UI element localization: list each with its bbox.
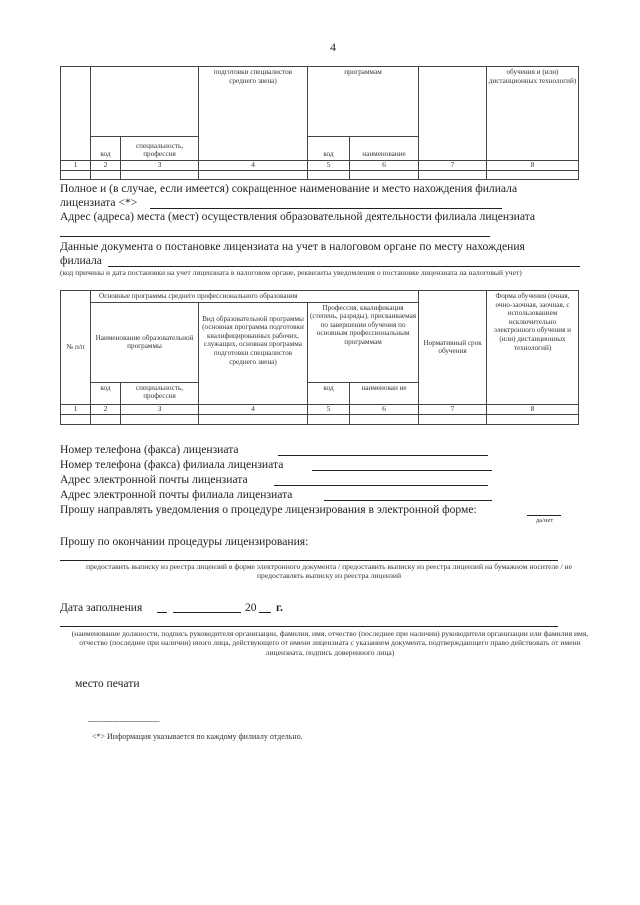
col-number: 7 xyxy=(419,404,487,414)
table-cell[interactable] xyxy=(121,171,199,180)
col-number: 5 xyxy=(308,404,350,414)
naim-header: наименован ие xyxy=(350,382,419,404)
signature-hint: (наименование должности, подпись руководителя организации, фамилия, имя, отчество (последнее при наличии) руководителя организации или фамилия имя, отчество (последнее при наличии) иного лица, действующего от имени лицензиата с указанием документа, подтверждающего право действовать от имени лицензиата, подпись доверенного лица) xyxy=(71,629,589,657)
col-number: 5 xyxy=(308,161,350,171)
cell-empty xyxy=(61,67,91,161)
table-cell[interactable] xyxy=(487,414,579,424)
date-year-field[interactable] xyxy=(259,612,271,613)
col3-header: подготовки специалистов среднего звена) xyxy=(199,67,308,161)
spec-header: специальность, профессия xyxy=(121,382,199,404)
phone-field[interactable] xyxy=(278,455,488,456)
table-cell[interactable] xyxy=(350,171,419,180)
table-cell[interactable] xyxy=(91,171,121,180)
kod2-header: код xyxy=(308,382,350,404)
branch-address-field[interactable] xyxy=(60,236,490,237)
cell-empty xyxy=(91,67,199,137)
branch-name-field[interactable] xyxy=(150,208,502,209)
col56-header: программам xyxy=(308,67,419,137)
col-number: 8 xyxy=(487,161,579,171)
programs-table-top xyxy=(60,66,579,180)
no-header: № п/п xyxy=(61,291,91,405)
kind-header: Вид образовательной программы (основная программа подготовки квалифицированных рабочих, служащих, основная программа подготовки специалистов среднего звена) xyxy=(199,302,308,404)
date-month-field[interactable] xyxy=(173,612,241,613)
prog-name-header: Наименование образовательной программы xyxy=(91,302,199,382)
form-header: Форма обучения (очная, очно-заочная, заочная, с использованием исключительно электронного обучения и (или) дистанционных технологий) xyxy=(487,291,579,405)
page-number: 4 xyxy=(330,40,336,54)
table-cell[interactable] xyxy=(419,414,487,424)
table-cell[interactable] xyxy=(308,414,350,424)
notify-hint: да/нет xyxy=(536,517,554,524)
stamp-label: место печати xyxy=(75,677,140,690)
col-number: 4 xyxy=(199,404,308,414)
signature-field[interactable] xyxy=(60,626,558,627)
tax-label-2: филиала xyxy=(60,254,102,267)
col-number: 4 xyxy=(199,161,308,171)
notify-label: Прошу направлять уведомления о процедуре лицензирования в электронной форме: xyxy=(60,503,477,516)
col-number: 3 xyxy=(121,404,199,414)
email-branch-label: Адрес электронной почты филиала лицензиата xyxy=(60,488,293,501)
group-header: Основные программы среднего профессионального образования xyxy=(91,291,419,303)
table-cell[interactable] xyxy=(199,171,308,180)
spec-header: специальность, профессия xyxy=(121,137,199,161)
table-cell[interactable] xyxy=(487,171,579,180)
table-cell[interactable] xyxy=(61,414,91,424)
table-cell[interactable] xyxy=(199,414,308,424)
email-branch-field[interactable] xyxy=(324,500,492,501)
date-day-field[interactable] xyxy=(157,612,167,613)
col-number: 8 xyxy=(487,404,579,414)
term-header: Нормативный срок обучения xyxy=(419,291,487,405)
email-label: Адрес электронной почты лицензиата xyxy=(60,473,248,486)
table-cell[interactable] xyxy=(419,171,487,180)
tax-label: Данные документа о постановке лицензиата на учет в налоговом органе по месту нахождения xyxy=(60,240,525,253)
footnote-separator: -------------------------------- xyxy=(88,716,160,725)
branch-name-label-2: лицензиата <*> xyxy=(60,196,138,209)
branch-address-label: Адрес (адреса) места (мест) осуществления образовательной деятельности филиала лицензиата xyxy=(60,210,536,223)
tax-field[interactable] xyxy=(108,266,580,267)
profession-header: Профессия, квалификация (степень, разряды), присваиваемая по завершении обучения по основным профессиональным программам xyxy=(308,302,419,382)
email-field[interactable] xyxy=(274,485,488,486)
col-number: 2 xyxy=(91,404,121,414)
date-year-suffix: г. xyxy=(276,601,283,614)
table-cell[interactable] xyxy=(61,171,91,180)
col8-header: обучения и (или) дистанционных технологий) xyxy=(487,67,579,161)
col-number: 7 xyxy=(419,161,487,171)
phone-branch-field[interactable] xyxy=(312,470,492,471)
col-number: 2 xyxy=(91,161,121,171)
table-cell[interactable] xyxy=(91,414,121,424)
col-number: 1 xyxy=(61,161,91,171)
naim-header: наименование xyxy=(350,137,419,161)
extract-field[interactable] xyxy=(60,560,558,561)
extract-hint: предоставить выписку из реестра лицензий в форме электронного документа / предоставить выписку из реестра лицензий на бумажном носителе / не предоставлять выписку из реестра лицензий xyxy=(86,562,572,581)
cell-empty xyxy=(419,67,487,161)
tax-note: (код причины и дата постановки на учет лицензиата в налоговом органе, реквизиты уведомления о постановке лицензиата на налоговый учет) xyxy=(60,268,522,277)
date-year-prefix: 20 xyxy=(245,601,257,614)
branch-name-label: Полное и (в случае, если имеется) сокращенное наименование и место нахождения филиала xyxy=(60,182,518,195)
extract-title: Прошу по окончании процедуры лицензирования: xyxy=(60,535,309,548)
table-cell[interactable] xyxy=(308,171,350,180)
col-number: 1 xyxy=(61,404,91,414)
date-label: Дата заполнения xyxy=(60,601,143,614)
col-number: 6 xyxy=(350,404,419,414)
col-number: 3 xyxy=(121,161,199,171)
programs-table xyxy=(60,290,579,425)
col-number: 6 xyxy=(350,161,419,171)
table-cell[interactable] xyxy=(350,414,419,424)
table-cell[interactable] xyxy=(121,414,199,424)
footnote: <*> Информация указывается по каждому филиалу отдельно. xyxy=(92,732,303,741)
kod-header: код xyxy=(91,137,121,161)
kod2-header: код xyxy=(308,137,350,161)
phone-branch-label: Номер телефона (факса) филиала лицензиата xyxy=(60,458,284,471)
phone-label: Номер телефона (факса) лицензиата xyxy=(60,443,239,456)
kod-header: код xyxy=(91,382,121,404)
